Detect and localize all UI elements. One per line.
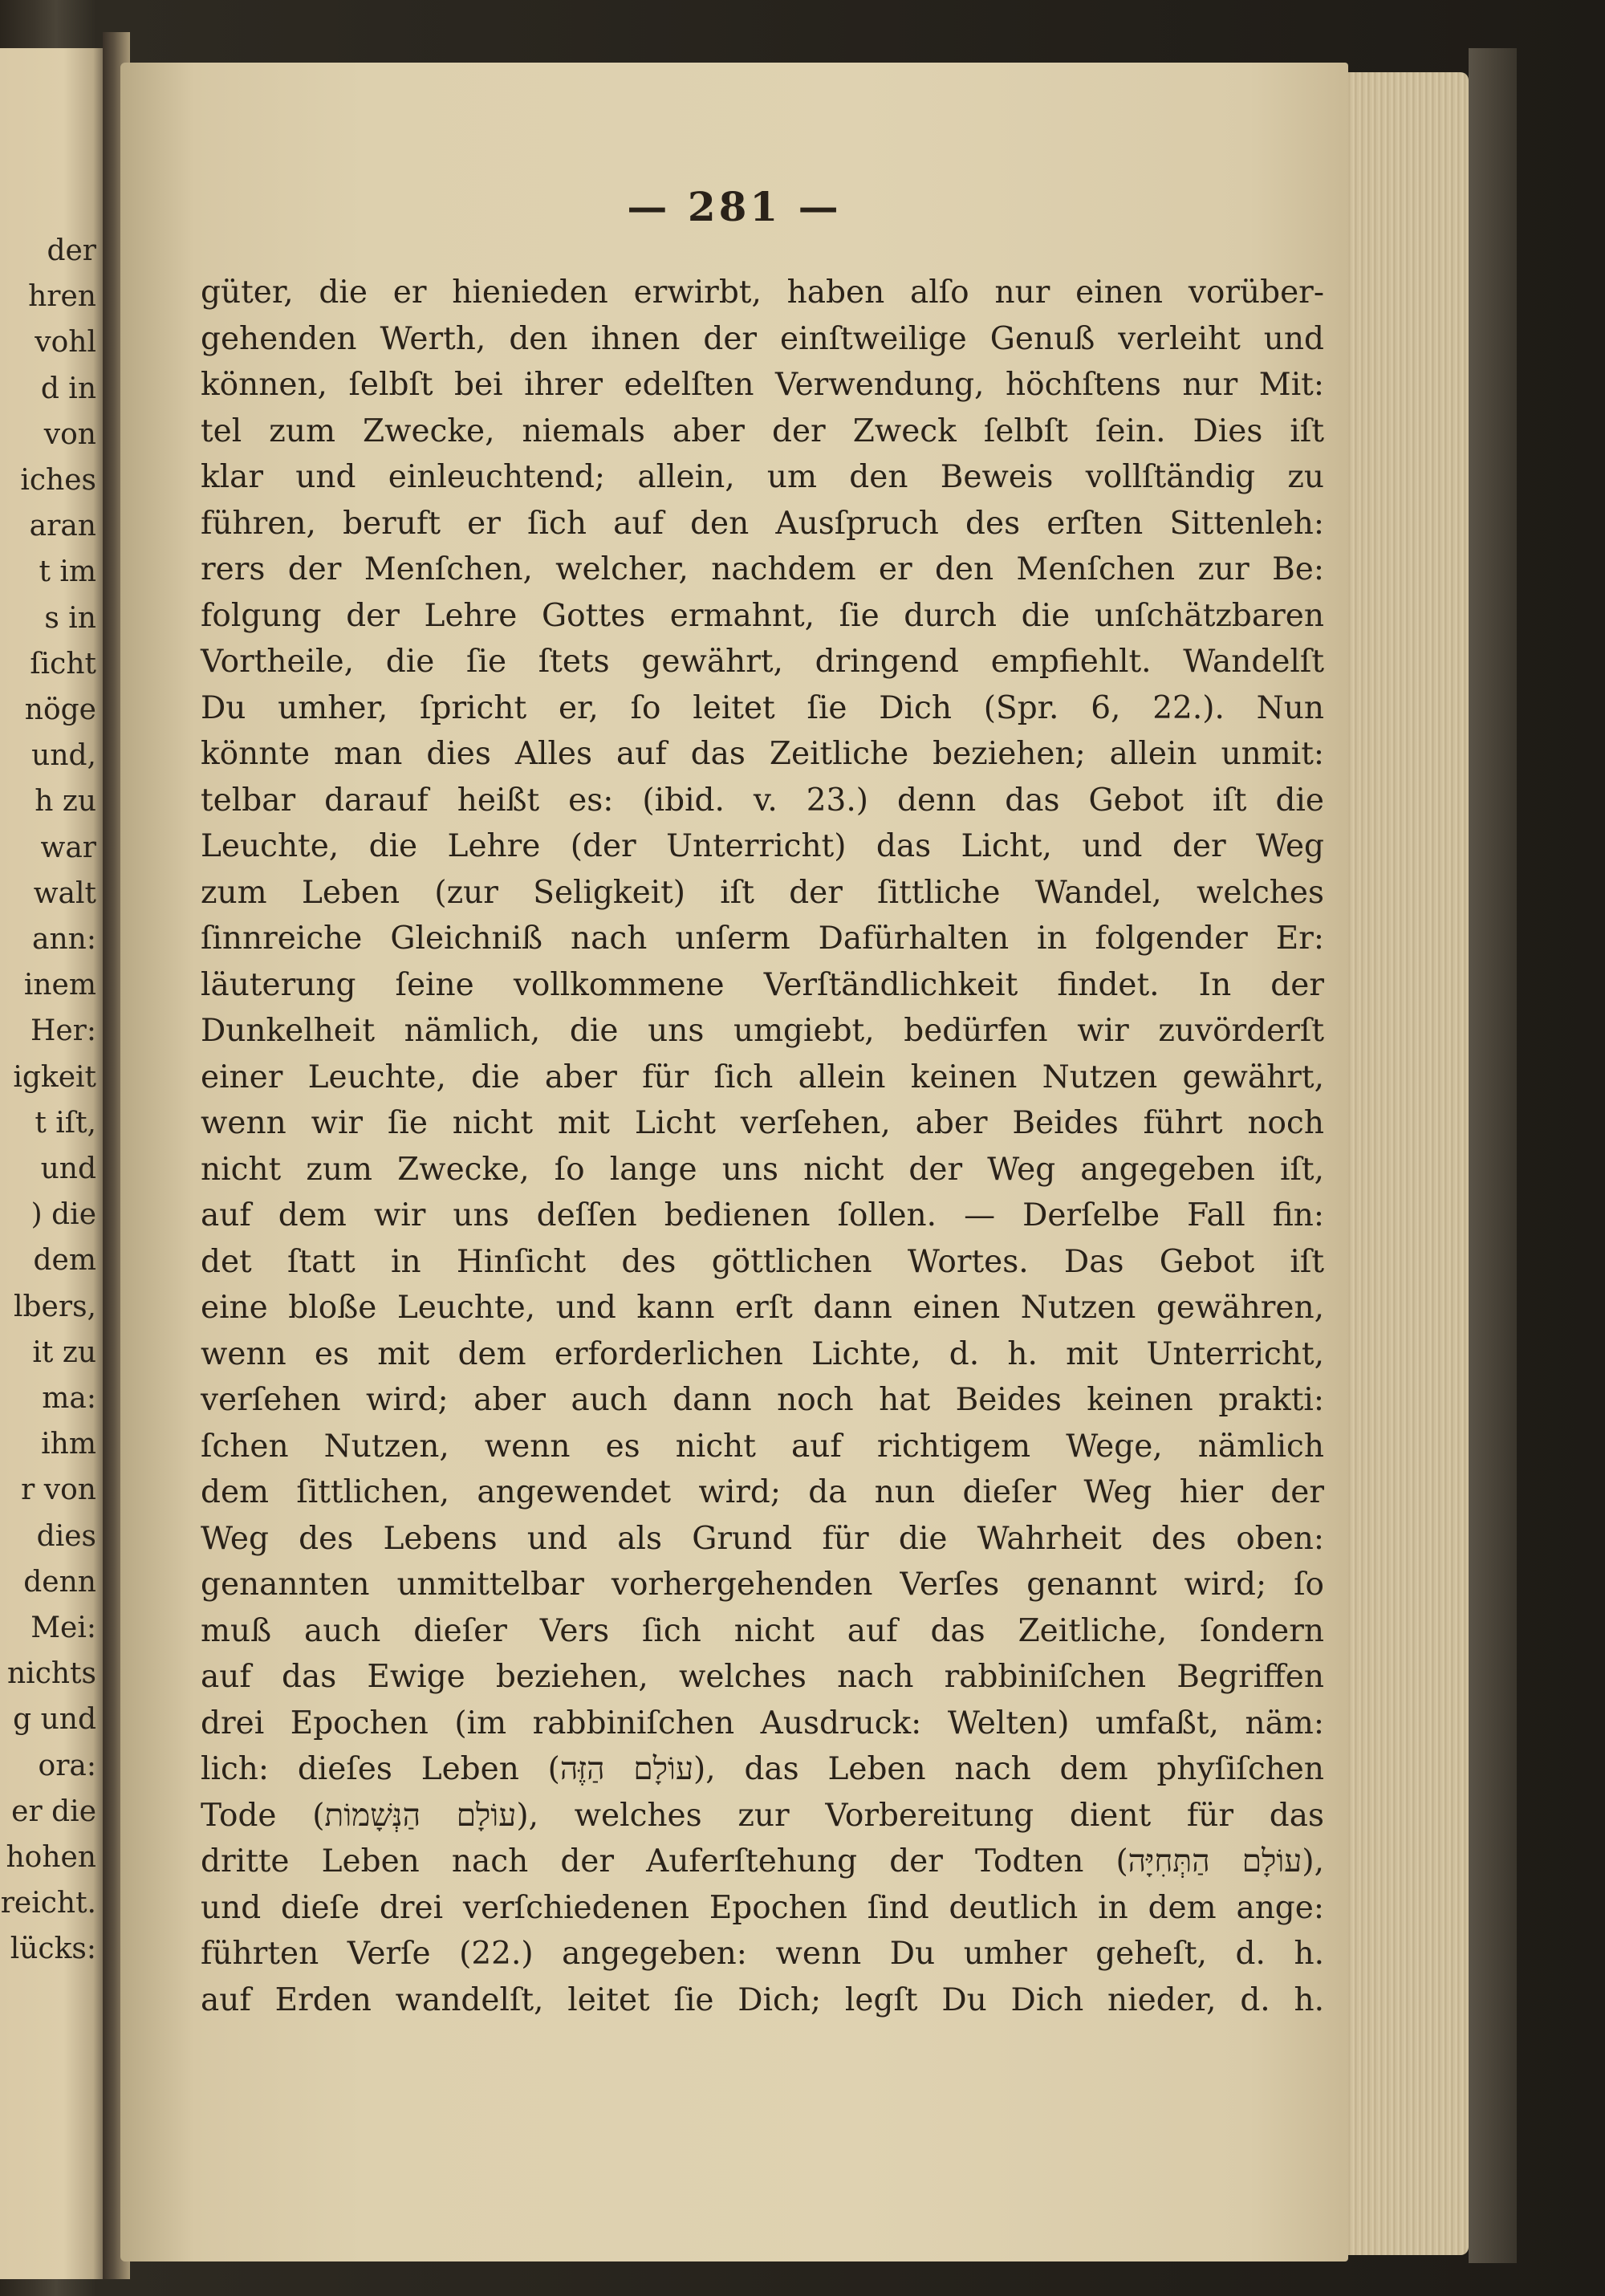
body-text: [201, 270, 1324, 2023]
text-line: verſehen wird; aber auch dann noch hat Beides keinen prakti:: [201, 1382, 1324, 1418]
left-page-fragment: walt: [33, 876, 96, 910]
text-line: tel zum Zwecke, niemals aber der Zweck ſelbſt ſein. Dies iſt: [201, 412, 1324, 449]
text-line: lich: dieſes Leben (עוֹלָם הַזֶּה), das Leben nach dem phyſiſchen: [201, 1751, 1324, 1787]
left-page-fragment: igkeit: [13, 1060, 96, 1094]
text-line: nicht zum Zwecke, ſo lange uns nicht der Weg angegeben iſt,: [201, 1151, 1324, 1188]
text-line: muß auch dieſer Vers ſich nicht auf das Zeitliche, ſondern: [201, 1612, 1324, 1649]
page-edges: [1332, 72, 1469, 2255]
left-page-fragment: vohl: [35, 326, 96, 360]
left-page-fragment: und,: [31, 739, 96, 773]
left-page-fragment: lücks:: [10, 1932, 96, 1966]
text-line: und dieſe drei verſchiedenen Epochen ſind deutlich in dem ange:: [201, 1889, 1324, 1926]
left-page-fragment: ora:: [38, 1749, 96, 1782]
left-page-fragment: r von: [21, 1473, 96, 1507]
left-page-fragment: ann:: [32, 923, 96, 956]
left-page-fragment: iches: [20, 464, 96, 497]
text-line: güter, die er hienieden erwirbt, haben alſo nur einen vorüber-: [201, 274, 1324, 311]
left-page-fragment: d in: [40, 372, 96, 405]
left-page-fragment: er die: [11, 1794, 96, 1828]
left-page-fragment: reicht.: [0, 1887, 96, 1920]
text-line: einer Leuchte, die aber für ſich allein keinen Nutzen gewährt,: [201, 1059, 1324, 1095]
left-page-fragment: hohen: [6, 1841, 96, 1874]
text-line: wenn es mit dem erforderlichen Lichte, d. h. mit Unterricht,: [201, 1335, 1324, 1372]
text-line: det ſtatt in Hinſicht des göttlichen Wortes. Das Gebot iſt: [201, 1243, 1324, 1280]
left-page-fragment: ) die: [30, 1198, 96, 1232]
left-page-fragment: it zu: [32, 1335, 96, 1369]
text-line: auf das Ewige beziehen, welches nach rabbiniſchen Begriffen: [201, 1659, 1324, 1695]
left-page-fragment: lbers,: [14, 1290, 96, 1323]
text-line: dritte Leben nach der Auferſtehung der Todten (עוֹלָם הַתְּחִיָּה),: [201, 1843, 1325, 1879]
text-line: ſinnreiche Gleichniß nach unſerm Dafürhalten in folgender Er:: [201, 920, 1324, 957]
left-page-fragment: hren: [28, 280, 96, 314]
left-page-fragment: dem: [33, 1244, 96, 1278]
book-page: [120, 63, 1348, 2261]
text-line: Dunkelheit nämlich, die uns umgiebt, bedürfen wir zuvörderſt: [201, 1013, 1324, 1049]
left-page-fragment: und: [40, 1152, 96, 1185]
text-line: rers der Menſchen, welcher, nachdem er den Menſchen zur Be:: [201, 551, 1324, 587]
text-line: Du umher, ſpricht er, ſo leitet ſie Dich (Spr. 6, 22.). Nun: [201, 689, 1324, 726]
text-line: Vortheile, die ſie ſtets gewährt, dringend empfiehlt. Wandelſt: [201, 644, 1324, 680]
left-page-fragment: denn: [23, 1565, 96, 1599]
text-line: könnte man dies Alles auf das Zeitliche beziehen; allein unmit:: [201, 736, 1324, 772]
text-line: Leuchte, die Lehre (der Unterricht) das Licht, und der Weg: [201, 828, 1324, 864]
left-page-fragment: Mei:: [30, 1611, 96, 1644]
text-line: zum Leben (zur Seligkeit) iſt der ſittliche Wandel, welches: [201, 874, 1324, 911]
left-page-fragment: h zu: [35, 785, 96, 819]
left-page-fragment: t iſt,: [35, 1106, 96, 1140]
left-page-fragment: ihm: [41, 1428, 96, 1461]
left-page-fragment: nichts: [7, 1657, 96, 1691]
text-line: führen, beruft er ſich auf den Ausſpruch des erſten Sittenleh:: [201, 505, 1324, 542]
text-line: können, ſelbſt bei ihrer edelſten Verwendung, höchſtens nur Mit:: [201, 367, 1324, 403]
left-page-fragment: ſicht: [30, 647, 96, 681]
text-line: wenn wir ſie nicht mit Licht verſehen, aber Beides führt noch: [201, 1105, 1324, 1141]
left-page-fragment: Her:: [30, 1014, 96, 1048]
text-line: auf dem wir uns deſſen bedienen ſollen. — Derſelbe Fall fin:: [201, 1197, 1324, 1233]
text-line: auf Erden wandelſt, leitet ſie Dich; legſt Du Dich nieder, d. h.: [201, 1981, 1324, 2018]
text-line: führten Verſe (22.) angegeben: wenn Du umher geheſt, d. h.: [201, 1936, 1324, 1972]
text-line: drei Epochen (im rabbiniſchen Ausdruck: Welten) umfaßt, näm:: [201, 1705, 1324, 1741]
text-line: eine bloße Leuchte, und kann erſt dann einen Nutzen gewähren,: [201, 1290, 1324, 1326]
text-line: läuterung ſeine vollkommene Verſtändlichkeit findet. In der: [201, 966, 1324, 1003]
text-line: genannten unmittelbar vorhergehenden Verſes genannt wird; ſo: [201, 1567, 1324, 1603]
book-cover-edge: [1469, 48, 1517, 2263]
left-page-fragment: ma:: [42, 1382, 96, 1415]
text-line: dem ſittlichen, angewendet wird; da nun dieſer Weg hier der: [201, 1474, 1324, 1510]
previous-page-strip: [0, 48, 106, 2279]
text-line: folgung der Lehre Gottes ermahnt, ſie durch die unſchätzbaren: [201, 597, 1324, 634]
left-page-fragment: der: [47, 234, 96, 267]
left-page-fragment: nöge: [24, 693, 96, 726]
page-number: — 281 —: [627, 183, 842, 230]
left-page-fragment: aran: [29, 510, 96, 543]
text-line: Tode (עוֹלָם הַנְּשָׁמוֹת), welches zur Vorbereitung dient für das: [201, 1797, 1324, 1834]
left-page-fragment: war: [40, 831, 96, 864]
left-page-fragment: von: [43, 417, 96, 451]
text-line: telbar darauf heißt es: (ibid. v. 23.) denn das Gebot iſt die: [201, 782, 1324, 819]
left-page-fragment: dies: [36, 1519, 96, 1553]
text-line: Weg des Lebens und als Grund für die Wahrheit des oben:: [201, 1520, 1324, 1557]
left-page-fragment: t im: [39, 555, 96, 589]
text-line: klar und einleuchtend; allein, um den Beweis vollſtändig zu: [201, 459, 1324, 495]
text-line: gehenden Werth, den ihnen der einſtweilige Genuß verleiht und: [201, 320, 1324, 357]
left-page-fragment: g und: [13, 1703, 96, 1737]
left-page-fragment: s in: [44, 601, 96, 635]
text-line: ſchen Nutzen, wenn es nicht auf richtigem Wege, nämlich: [201, 1428, 1324, 1465]
left-page-fragment: inem: [23, 969, 96, 1002]
